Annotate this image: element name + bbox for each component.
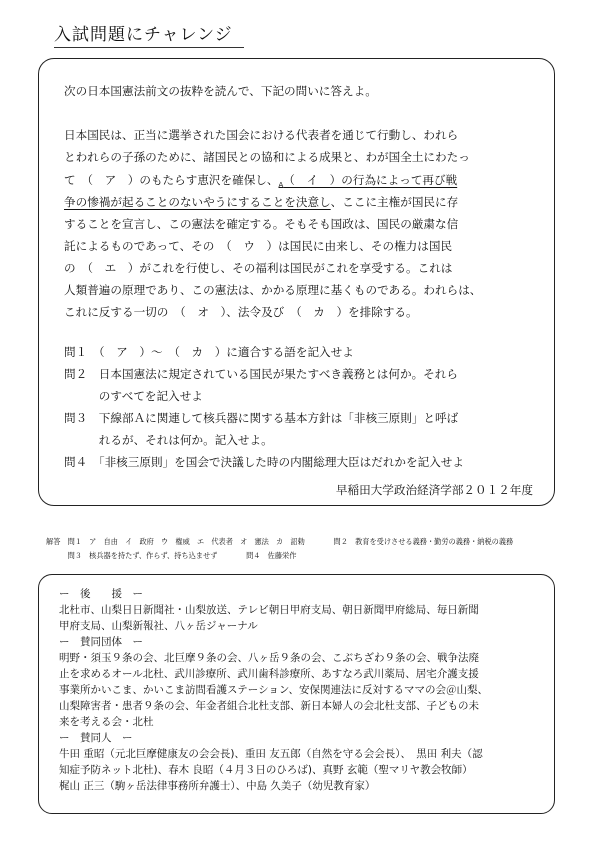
question-2-line-2: のすべてを記入せよ [64, 389, 203, 403]
groups-heading: ー 賛同団体 ー [59, 636, 143, 648]
support-line-2: 甲府支局、山梨新報社、八ヶ岳ジャーナル [59, 620, 258, 632]
groups-line-5: 来を考える会・北杜 [59, 716, 154, 728]
passage-line-4 [64, 195, 458, 209]
answer-line-1: 解答 問１ ア 自由 イ 政府 ウ 権威 エ 代表者 オ 憲法 カ 詔勅 問２ 教育を受けさせる義務・勤労の義務・納税の義務 [46, 537, 514, 546]
groups-line-3: 事業所かいこま、かいこま訪問看護ステーション、安保関連法に反対するママの会＠山梨、 [59, 684, 489, 696]
question-2-line-1: 問２ 日本国憲法に規定されている国民が果たすべき義務とは何か。それら [64, 367, 458, 381]
underline-a-start [278, 173, 457, 187]
groups-line-1: 明野・須玉９条の会、北巨摩９条の会、八ヶ岳９条の会、こぶちざわ９条の会、戦争法廃 [59, 652, 479, 664]
passage-line-4-b: 、ここに主権が国民に存 [330, 195, 459, 209]
question-3-line-2: れるが、それは何か。記入せよ。 [64, 433, 273, 447]
page-title: 入試問題にチャレンジ [54, 25, 233, 45]
underline-a-end: 争の惨禍が起ることのないやうにすることを決意し [64, 195, 331, 209]
exam-source: 早稲田大学政治経済学部２０１２年度 [335, 483, 533, 497]
underline-mark-a: A [278, 181, 284, 189]
individuals-heading: ー 賛同人 ー [59, 732, 133, 744]
question-intro: 次の日本国憲法前文の抜粋を読んで、下記の問いに答えよ。 [64, 84, 377, 98]
support-heading: ー 後 援 ー [59, 588, 143, 600]
passage-line-5: することを宣言し、この憲法を確定する。そもそも国政は、国民の厳粛な信 [64, 217, 459, 231]
support-line-1: 北杜市、山梨日日新聞社・山梨放送、テレビ朝日甲府支局、朝日新聞甲府総局、毎日新聞 [59, 604, 479, 616]
groups-line-4: 山梨障害者・患者９条の会、年金者組合北杜支部、新日本婦人の会北杜支部、子どもの未 [59, 700, 479, 712]
answer-line-2: 問３ 核兵器を持たず、作らず、持ち込ませず 問４ 佐藤栄作 [46, 551, 297, 560]
individuals-line-3: 梶山 正三（駒ヶ岳法律事務所弁護士）、中島 久美子（幼児教育家） [59, 780, 376, 792]
question-4: 問４ 「非核三原則」を国会で決議した時の内閣総理大臣はだれかを記入せよ [64, 455, 464, 469]
passage-line-3-b: （ イ ）の行為によって再び戦 [283, 173, 458, 187]
individuals-line-1: 牛田 重昭（元北巨摩健康友の会会長)、重田 友五郎（自然を守る会会長）、 黒田 利夫（認 [59, 748, 483, 760]
groups-line-2: 止を求めるオール北杜、武川診療所、武川歯科診療所、あすなろ武川薬局、居宅介護支援 [59, 668, 479, 680]
passage-line-3-a: て （ ア ）のもたらす恵沢を確保し、 [64, 173, 279, 187]
question-1: 問１ （ ア ）～ （ カ ）に適合する語を記入せよ [64, 345, 354, 359]
title-underline [54, 47, 244, 48]
question-3-line-1: 問３ 下線部Ａに関連して核兵器に関する基本方針は「非核三原則」と呼ば [64, 411, 459, 425]
passage-line-1: 日本国民は、正当に選挙された国会における代表者を通じて行動し、われら [64, 128, 459, 142]
passage-line-9: これに反する一切の （ オ ）、法令及び （ カ ）を排除する。 [64, 305, 418, 319]
passage-line-3 [64, 173, 457, 192]
passage-line-7: の （ エ ）がこれを行使し、その福利は国民がこれを享受する。これは [64, 261, 453, 275]
passage-line-6: 託によるものであって、その （ ウ ）は国民に由来し、その権力は国民 [64, 239, 453, 253]
passage-line-2: とわれらの子孫のために、諸国民との協和による成果と、わが国全土にわたっ [64, 150, 470, 164]
individuals-line-2: 知症予防ネット北杜)、春木 良昭（４月３日のひろば)、真野 玄範（聖マリヤ教会牧師） [59, 764, 473, 776]
passage-line-8: 人類普遍の原理であり、この憲法は、かかる原理に基くものである。われらは、 [64, 283, 482, 297]
